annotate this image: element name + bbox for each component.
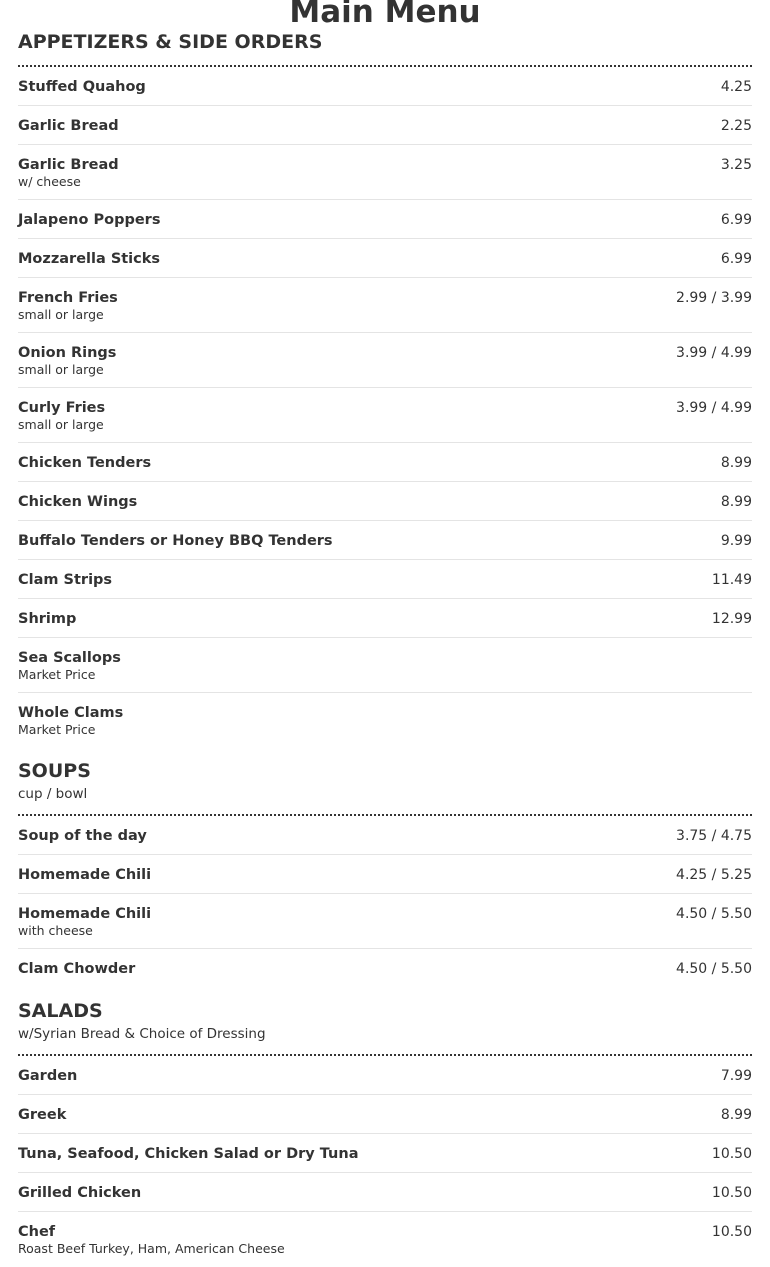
item-price: 3.75 / 4.75 — [676, 828, 752, 844]
item-price: 9.99 — [720, 533, 752, 549]
item-list — [18, 816, 752, 988]
item-description: small or large — [18, 417, 104, 432]
item-price: 2.99 / 3.99 — [676, 290, 752, 306]
menu-item — [18, 482, 752, 521]
item-name: Greek — [18, 1107, 67, 1123]
section-subtitle: w/Syrian Bread & Choice of Dressing — [18, 1026, 266, 1042]
item-description: w/ cheese — [18, 174, 81, 189]
item-price: 3.99 / 4.99 — [676, 345, 752, 361]
section-title: APPETIZERS & SIDE ORDERS — [18, 31, 323, 53]
menu-item — [18, 816, 752, 855]
item-name: Stuffed Quahog — [18, 79, 146, 95]
menu-item — [18, 1056, 752, 1095]
menu-item — [18, 521, 752, 560]
item-price: 3.99 / 4.99 — [676, 400, 752, 416]
menu-item — [18, 106, 752, 145]
item-price: 2.25 — [720, 118, 752, 134]
section-appetizers — [18, 29, 752, 748]
menu-item — [18, 693, 752, 748]
item-name: Garlic Bread — [18, 118, 119, 134]
item-name: Sea Scallops — [18, 650, 121, 666]
section-soups — [18, 758, 752, 988]
menu-item — [18, 1134, 752, 1173]
menu-item — [18, 560, 752, 599]
item-name: Homemade Chili — [18, 906, 152, 922]
item-name: Garden — [18, 1068, 78, 1084]
item-name: Chicken Tenders — [18, 455, 152, 471]
section-title: SALADS — [18, 1000, 103, 1022]
item-price: 6.99 — [720, 212, 752, 228]
menu-item — [18, 388, 752, 443]
item-price: 3.25 — [720, 157, 752, 173]
item-name: Mozzarella Sticks — [18, 251, 161, 267]
section-subtitle: cup / bowl — [18, 786, 88, 802]
item-price: 7.99 — [720, 1068, 752, 1084]
menu-item — [18, 145, 752, 200]
item-price: 4.25 / 5.25 — [676, 867, 752, 883]
menu-item — [18, 443, 752, 482]
menu-item — [18, 638, 752, 693]
item-price: 8.99 — [720, 455, 752, 471]
menu-item — [18, 239, 752, 278]
menu-item — [18, 1173, 752, 1212]
menu-item — [18, 855, 752, 894]
item-price: 4.25 — [720, 79, 752, 95]
menu-item — [18, 949, 752, 988]
item-list — [18, 1056, 752, 1267]
section-salads — [18, 998, 752, 1267]
item-price: 10.50 — [711, 1146, 752, 1162]
section-title: SOUPS — [18, 760, 91, 782]
item-name: Grilled Chicken — [18, 1185, 142, 1201]
item-price: 6.99 — [720, 251, 752, 267]
item-name: Whole Clams — [18, 705, 124, 721]
menu-item — [18, 200, 752, 239]
item-price: 10.50 — [711, 1185, 752, 1201]
item-description: small or large — [18, 362, 104, 377]
item-name: Buffalo Tenders or Honey BBQ Tenders — [18, 533, 333, 549]
item-name: Onion Rings — [18, 345, 117, 361]
item-price: 8.99 — [720, 1107, 752, 1123]
item-name: Chef — [18, 1224, 56, 1240]
item-name: Curly Fries — [18, 400, 106, 416]
item-name: Clam Strips — [18, 572, 113, 588]
item-name: French Fries — [18, 290, 118, 306]
item-description: small or large — [18, 307, 104, 322]
item-description: with cheese — [18, 923, 93, 938]
menu-item — [18, 333, 752, 388]
item-name: Shrimp — [18, 611, 77, 627]
page-title: Main Menu — [289, 0, 481, 30]
item-price: 8.99 — [720, 494, 752, 510]
menu-item — [18, 67, 752, 106]
menu-item — [18, 278, 752, 333]
item-description: Market Price — [18, 722, 96, 737]
item-name: Jalapeno Poppers — [18, 212, 161, 228]
item-name: Clam Chowder — [18, 961, 136, 977]
item-list — [18, 67, 752, 748]
item-description: Roast Beef Turkey, Ham, American Cheese — [18, 1241, 285, 1256]
item-name: Homemade Chili — [18, 867, 152, 883]
item-price: 11.49 — [711, 572, 752, 588]
menu-item — [18, 1095, 752, 1134]
item-name: Soup of the day — [18, 828, 147, 844]
item-price: 4.50 / 5.50 — [676, 961, 752, 977]
item-name: Tuna, Seafood, Chicken Salad or Dry Tuna — [18, 1146, 359, 1162]
menu-item — [18, 599, 752, 638]
item-price: 10.50 — [711, 1224, 752, 1240]
item-price: 12.99 — [711, 611, 752, 627]
item-price: 4.50 / 5.50 — [676, 906, 752, 922]
item-name: Chicken Wings — [18, 494, 138, 510]
item-description: Market Price — [18, 667, 96, 682]
menu-item — [18, 894, 752, 949]
item-name: Garlic Bread — [18, 157, 119, 173]
